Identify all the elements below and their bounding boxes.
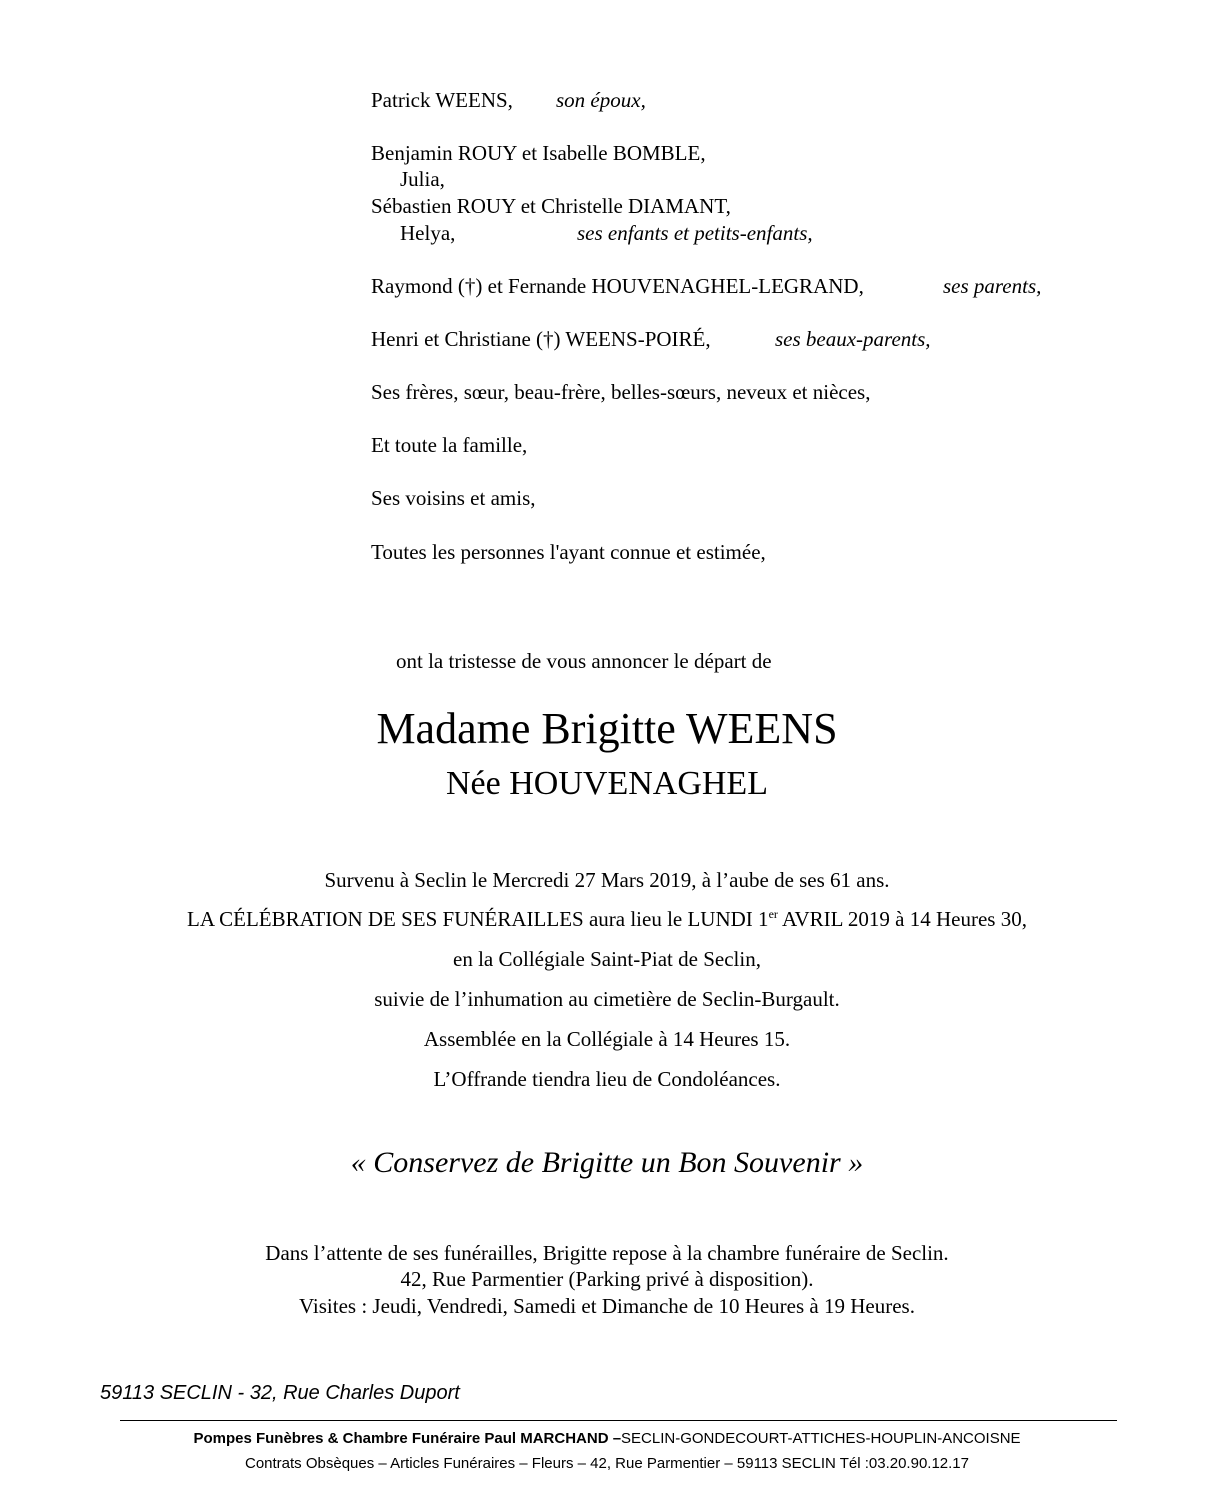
footer-divider [120,1420,1117,1421]
family-line-helya: Helya, [400,221,456,245]
family-line-patrick [371,87,513,113]
relation-children: ses enfants et petits-enfants, [577,221,813,245]
footer-contracts: Contrats Obsèques – Articles Funéraires – Fleurs – 42, Rue Parmentier – 59113 SECLIN Tél :03.20.90.12.17 [244,1455,969,1472]
family-name: Patrick WEENS, [371,88,513,112]
details-line-location: en la Collégiale Saint-Piat de Seclin, [453,947,761,971]
details-line-funeral: LA CÉLÉBRATION DE SES FUNÉRAILLES aura lieu le LUNDI 1er AVRIL 2019 à 14 Heures 30, [187,907,1027,931]
family-line-benjamin: Benjamin ROUY et Isabelle BOMBLE, [371,141,706,165]
relation-parents: ses parents, [943,274,1042,298]
details-line-offering: L’Offrande tiendra lieu de Condoléances. [433,1067,781,1091]
company-towns: SECLIN-GONDECOURT-ATTICHES-HOUPLIN-ANCOISNE [621,1430,1021,1447]
footer-address: 59113 SECLIN - 32, Rue Charles Duport [100,1382,460,1404]
family-line-all: Et toute la famille, [371,433,528,457]
repose-line-chamber: Dans l’attente de ses funérailles, Brigitte repose à la chambre funéraire de Seclin. [265,1241,949,1265]
repose-line-address: 42, Rue Parmentier (Parking privé à disposition). [400,1267,814,1291]
announcement-intro: ont la tristesse de vous annoncer le départ de [396,649,772,673]
footer-company [0,1428,1214,1450]
maiden-name: Née HOUVENAGHEL [446,765,768,802]
details-line-burial: suivie de l’inhumation au cimetière de Seclin-Burgault. [374,987,840,1011]
family-line-siblings: Ses frères, sœur, beau-frère, belles-sœurs, neveux et nièces, [371,380,871,404]
details-line-death: Survenu à Seclin le Mercredi 27 Mars 2019, à l’aube de ses 61 ans. [324,868,890,892]
family-line-sebastien: Sébastien ROUY et Christelle DIAMANT, [371,194,731,218]
family-line-julia: Julia, [400,167,445,191]
relation-spouse: son époux, [556,88,646,112]
relation-in-laws: ses beaux-parents, [775,327,931,351]
family-line-raymond: Raymond (†) et Fernande HOUVENAGHEL-LEGRAND, [371,274,864,298]
family-line-acquaintances: Toutes les personnes l'ayant connue et estimée, [371,540,766,564]
company-name: Pompes Funèbres & Chambre Funéraire Paul MARCHAND – [193,1430,622,1447]
details-line-assembly: Assemblée en la Collégiale à 14 Heures 15. [423,1027,791,1051]
deceased-name: Madame Brigitte WEENS [376,704,838,753]
family-line-neighbors: Ses voisins et amis, [371,486,536,510]
repose-line-visits: Visites : Jeudi, Vendredi, Samedi et Dimanche de 10 Heures à 19 Heures. [299,1294,915,1318]
family-line-henri: Henri et Christiane (†) WEENS-POIRÉ, [371,327,711,351]
memorial-quote: « Conservez de Brigitte un Bon Souvenir » [350,1146,864,1179]
